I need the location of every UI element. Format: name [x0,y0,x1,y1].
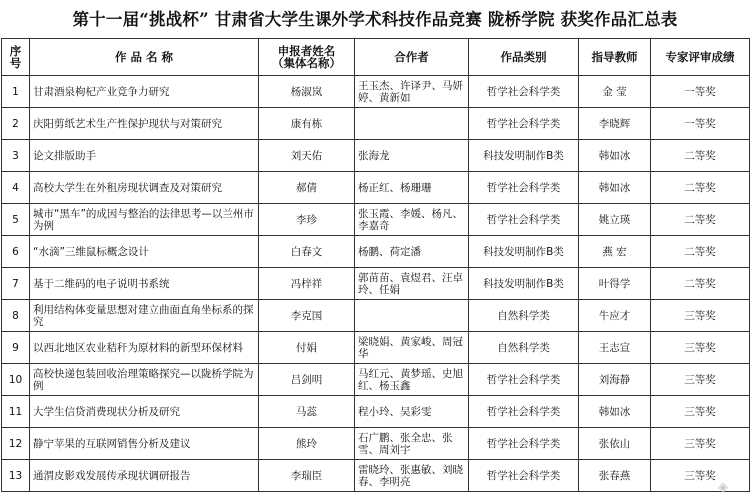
cell-num: 12 [2,428,30,460]
table-row [2,428,750,460]
table-row [2,236,750,268]
table-row [2,76,750,108]
cell-category: 哲学社会科学类 [469,428,579,460]
cell-applicant: 杨淑岚 [259,76,355,108]
header-category: 作品类别 [469,39,579,76]
cell-applicant: 李瑞臣 [259,460,355,492]
cell-result: 三等奖 [651,460,750,492]
table-row [2,332,750,364]
cell-result: 二等奖 [651,172,750,204]
cell-num: 6 [2,236,30,268]
cell-advisor: 韩如冰 [579,172,651,204]
cell-num: 11 [2,396,30,428]
cell-coauthors: 张玉霞、李媛、杨凡、李嘉奇 [355,204,469,236]
cell-coauthors: 梁晓娟、黄家峻、周冠华 [355,332,469,364]
cell-coauthors: 雷晓玲、张惠敏、刘晓春、李明亮 [355,460,469,492]
cell-applicant: 刘天佑 [259,140,355,172]
cell-result: 一等奖 [651,76,750,108]
cell-result: 三等奖 [651,364,750,396]
table-row [2,140,750,172]
header-title: 作 品 名 称 [30,39,259,76]
cell-title: 甘肃酒泉枸杞产业竞争力研究 [30,76,259,108]
cell-advisor: 李晓辉 [579,108,651,140]
award-table [1,38,750,492]
cell-category: 哲学社会科学类 [469,364,579,396]
cell-num: 10 [2,364,30,396]
cell-applicant: 白春文 [259,236,355,268]
cell-category: 哲学社会科学类 [469,460,579,492]
cell-coauthors: 杨正红、杨珊珊 [355,172,469,204]
cell-applicant: 康有栋 [259,108,355,140]
watermark-logo-icon: ◈ [718,480,728,495]
cell-applicant: 吕剑明 [259,364,355,396]
cell-title: 城市“黑车”的成因与整治的法律思考—以兰州市为例 [30,204,259,236]
table-row [2,364,750,396]
cell-coauthors: 郭苗苗、袁煜君、汪卓玲、任娟 [355,268,469,300]
cell-title: 利用结构体变量思想对建立曲面直角坐标系的探究 [30,300,259,332]
header-coauthors: 合作者 [355,39,469,76]
page-title: 第十一届“挑战杯” 甘肃省大学生课外学术科技作品竞赛 陇桥学院 获奖作品汇总表 [72,10,678,29]
cell-num: 9 [2,332,30,364]
cell-applicant: 李珍 [259,204,355,236]
cell-applicant: 郝倩 [259,172,355,204]
cell-category: 自然科学类 [469,332,579,364]
table-row [2,108,750,140]
table-row [2,204,750,236]
cell-title: 庆阳剪纸艺术生产性保护现状与对策研究 [30,108,259,140]
cell-category: 科技发明制作B类 [469,268,579,300]
cell-result: 三等奖 [651,300,750,332]
cell-category: 科技发明制作B类 [469,140,579,172]
cell-num: 2 [2,108,30,140]
cell-coauthors: 张海龙 [355,140,469,172]
table-row [2,460,750,492]
cell-num: 1 [2,76,30,108]
header-applicant [259,39,355,76]
table-row [2,300,750,332]
cell-category: 哲学社会科学类 [469,76,579,108]
cell-num: 13 [2,460,30,492]
table-row [2,172,750,204]
cell-category: 哲学社会科学类 [469,204,579,236]
cell-num: 3 [2,140,30,172]
cell-applicant: 付娟 [259,332,355,364]
cell-title: 静宁苹果的互联网销售分析及建议 [30,428,259,460]
cell-title: 以西北地区农业秸秆为原材料的新型环保材料 [30,332,259,364]
cell-advisor: 牛应才 [579,300,651,332]
cell-coauthors: 石广鹏、张全忠、张雪、周刘宇 [355,428,469,460]
cell-result: 二等奖 [651,140,750,172]
table-row [2,268,750,300]
cell-advisor: 韩如冰 [579,396,651,428]
header-row [2,39,750,76]
header-applicant-line2: （集体名称） [272,56,341,70]
cell-advisor: 王志宣 [579,332,651,364]
cell-coauthors: 杨鹏、荷定潘 [355,236,469,268]
cell-title: 大学生信贷消费现状分析及研究 [30,396,259,428]
cell-coauthors: 王玉杰、许译尹、马妍婷、黄新如 [355,76,469,108]
cell-result: 二等奖 [651,268,750,300]
cell-coauthors: 程小玲、吴彩雯 [355,396,469,428]
cell-advisor: 刘海静 [579,364,651,396]
cell-title: 高校快递包装回收治理策略探究—以陇桥学院为例 [30,364,259,396]
cell-category: 自然科学类 [469,300,579,332]
cell-result: 三等奖 [651,428,750,460]
cell-num: 8 [2,300,30,332]
cell-result: 二等奖 [651,236,750,268]
cell-result: 一等奖 [651,108,750,140]
header-num: 序号 [2,39,30,76]
cell-coauthors: 马红元、黄梦瑶、史旭红、杨玉鑫 [355,364,469,396]
cell-category: 哲学社会科学类 [469,108,579,140]
cell-advisor: 姚立瑛 [579,204,651,236]
cell-applicant: 马蕊 [259,396,355,428]
cell-category: 科技发明制作B类 [469,236,579,268]
cell-result: 二等奖 [651,204,750,236]
cell-coauthors [355,108,469,140]
cell-advisor: 金 莹 [579,76,651,108]
header-advisor: 指导教师 [579,39,651,76]
cell-applicant: 熊玲 [259,428,355,460]
cell-title: 论文排版助手 [30,140,259,172]
cell-num: 4 [2,172,30,204]
cell-title: “水滴”三维鼠标概念设计 [30,236,259,268]
header-result: 专家评审成绩 [651,39,750,76]
cell-title: 基于二维码的电子说明书系统 [30,268,259,300]
cell-advisor: 张依山 [579,428,651,460]
cell-title: 通渭皮影戏发展传承现状调研报告 [30,460,259,492]
cell-coauthors [355,300,469,332]
cell-advisor: 燕 宏 [579,236,651,268]
cell-title: 高校大学生在外租房现状调查及对策研究 [30,172,259,204]
cell-category: 哲学社会科学类 [469,172,579,204]
cell-applicant: 李克国 [259,300,355,332]
cell-num: 7 [2,268,30,300]
header-applicant-line1: 申报者姓名 [277,44,336,58]
cell-result: 三等奖 [651,396,750,428]
cell-advisor: 张春燕 [579,460,651,492]
table-row [2,396,750,428]
cell-category: 哲学社会科学类 [469,396,579,428]
cell-result: 三等奖 [651,332,750,364]
cell-applicant: 冯梓祥 [259,268,355,300]
cell-advisor: 叶得学 [579,268,651,300]
cell-num: 5 [2,204,30,236]
cell-advisor: 韩如冰 [579,140,651,172]
